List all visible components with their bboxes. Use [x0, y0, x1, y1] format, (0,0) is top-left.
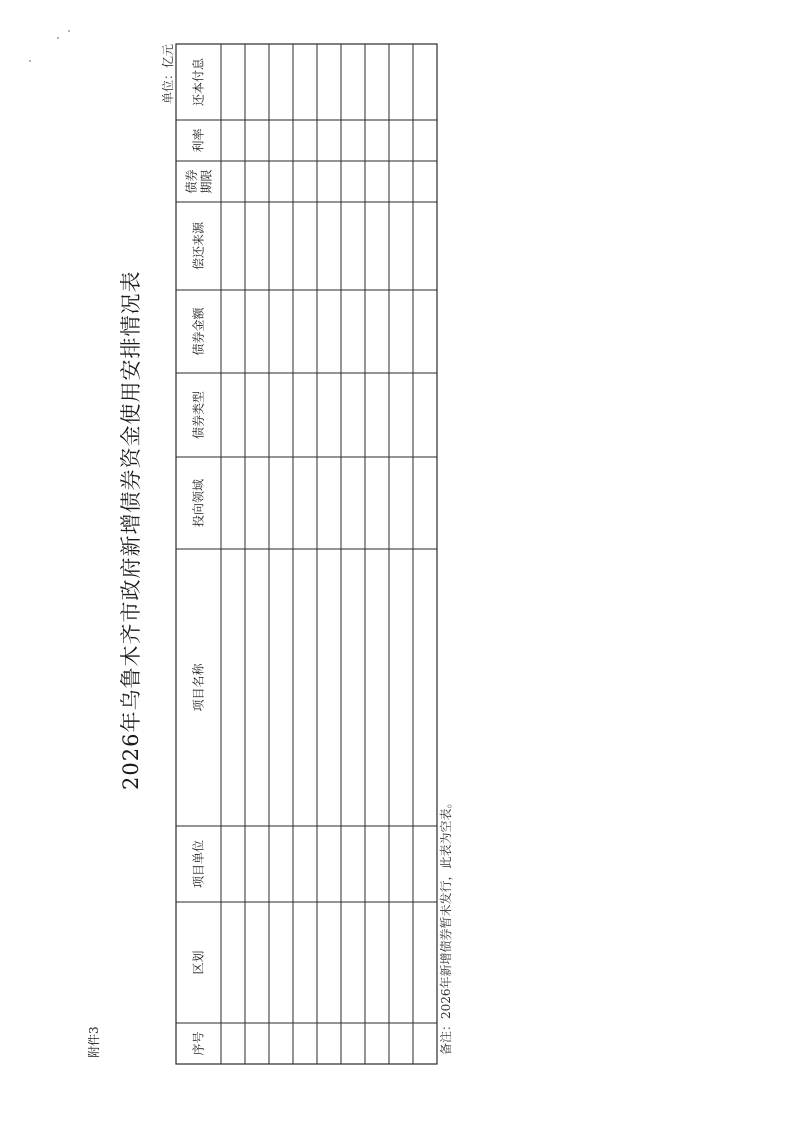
svg-text:投向领域: 投向领域 — [191, 478, 206, 528]
attachment-label: 附件3 — [87, 1026, 101, 1058]
svg-text:项目名称: 项目名称 — [191, 663, 206, 712]
header-amount — [191, 307, 206, 356]
svg-text:偿还来源: 偿还来源 — [191, 221, 206, 271]
header-term — [184, 169, 214, 193]
svg-text:区划: 区划 — [191, 950, 206, 975]
svg-text:债券期限: 债券期限 — [184, 169, 214, 194]
header-seq — [191, 1031, 206, 1055]
unit-label: 单位：亿元 — [161, 43, 175, 104]
table-border — [176, 44, 437, 1064]
header-unit — [192, 840, 206, 888]
svg-text:还本付息: 还本付息 — [191, 57, 206, 107]
svg-text:债券金额: 债券金额 — [191, 307, 206, 356]
header-name — [192, 663, 206, 712]
header-field — [191, 479, 206, 527]
svg-text:序号: 序号 — [191, 1031, 206, 1056]
table-note: 备注：2026年新增债券暂未发行，此表为空表。 — [439, 796, 453, 1055]
header-rate — [191, 128, 206, 152]
header-repay — [191, 57, 206, 106]
header-type — [191, 391, 206, 439]
page-title: 2026年乌鲁木齐市政府新增债券资金使用安排情况表 — [119, 270, 143, 790]
svg-text:债券类型: 债券类型 — [191, 390, 206, 440]
svg-text:利率: 利率 — [191, 128, 206, 153]
header-source — [191, 221, 206, 270]
svg-text:项目单位: 项目单位 — [191, 839, 206, 889]
header-district — [191, 950, 206, 974]
